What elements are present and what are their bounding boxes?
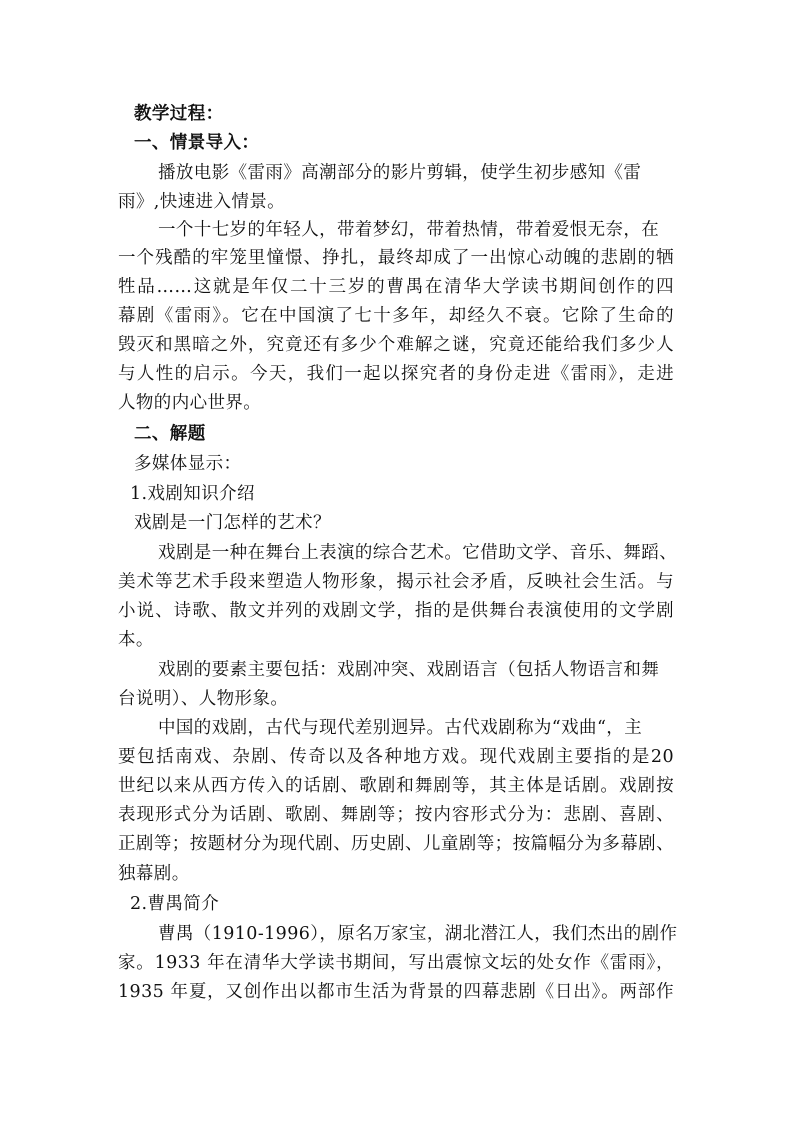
text-line: 与人性的启示。今天，我们一起以探究者的身份走进《雷雨》，走进 — [118, 364, 674, 384]
section-2-title: 二、解题 — [134, 424, 206, 444]
text-line: 要包括南戏、杂剧、传奇以及各种地方戏。现代戏剧主要指的是20 — [118, 747, 674, 767]
heading: 教学过程： — [134, 104, 224, 124]
text-line: 戏剧是一种在舞台上表演的综合艺术。它借助文学、音乐、舞蹈、 — [158, 543, 678, 563]
text-line: 本。 — [118, 630, 154, 650]
text-line: 表现形式分为话剧、歌剧、舞剧等；按内容形式分为：悲剧、喜剧、 — [118, 805, 674, 825]
item-1-title: 1.戏剧知识介绍 — [130, 484, 255, 504]
section-1-title: 一、情景导入： — [134, 133, 260, 153]
item-2-title: 2.曹禺简介 — [130, 894, 220, 914]
text-line: 牲品……这就是年仅二十三岁的曹禺在清华大学读书期间创作的四 — [118, 277, 674, 297]
text-line: 一个十七岁的年轻人，带着梦幻，带着热情，带着爱恨无奈，在 — [158, 220, 660, 240]
text-line: 幕剧《雷雨》。它在中国演了七十多年，却经久不衰。它除了生命的 — [118, 306, 674, 326]
text-line: 毁灭和黑暗之外，究竟还有多少个难解之谜，究竟还能给我们多少人 — [118, 335, 674, 355]
text-line: 台说明）、人物形象。 — [118, 689, 289, 709]
text-line: 小说、诗歌、散文并列的戏剧文学，指的是供舞台表演使用的文学剧 — [118, 601, 674, 621]
text-line: 美术等艺术手段来塑造人物形象，揭示社会矛盾，反映社会生活。与 — [118, 572, 674, 592]
text-line: 播放电影《雷雨》高潮部分的影片剪辑，使学生初步感知《雷 — [158, 163, 642, 183]
text-line: 一个残酷的牢笼里憧憬、挣扎，最终却成了一出惊心动魄的悲剧的牺 — [118, 248, 674, 268]
text-line: 世纪以来从西方传入的话剧、歌剧和舞剧等，其主体是话剧。戏剧按 — [118, 776, 674, 796]
text-line: 雨》,快速进入情景。 — [118, 192, 286, 212]
text-line: 家。1933 年在清华大学读书期间，写出震惊文坛的处女作《雷雨》， — [118, 953, 674, 973]
text-line: 中国的戏剧，古代与现代差别迥异。古代戏剧称为“戏曲“，主 — [158, 718, 643, 738]
text-line: 戏剧的要素主要包括：戏剧冲突、戏剧语言（包括人物语言和舞 — [158, 660, 660, 680]
text-line: 人物的内心世界。 — [118, 393, 262, 413]
multimedia-label: 多媒体显示： — [134, 454, 242, 474]
text-line: 独幕剧。 — [118, 864, 190, 884]
question-text: 戏剧是一门怎样的艺术？ — [134, 513, 331, 533]
text-line: 曹禺（1910-1996），原名万家宝，湖北潜江人，我们杰出的剧作 — [158, 924, 678, 944]
text-line: 正剧等；按题材分为现代剧、历史剧、儿童剧等；按篇幅分为多幕剧、 — [118, 834, 674, 854]
text-line: 1935 年夏，又创作出以都市生活为背景的四幕悲剧《日出》。两部作 — [118, 982, 674, 1002]
